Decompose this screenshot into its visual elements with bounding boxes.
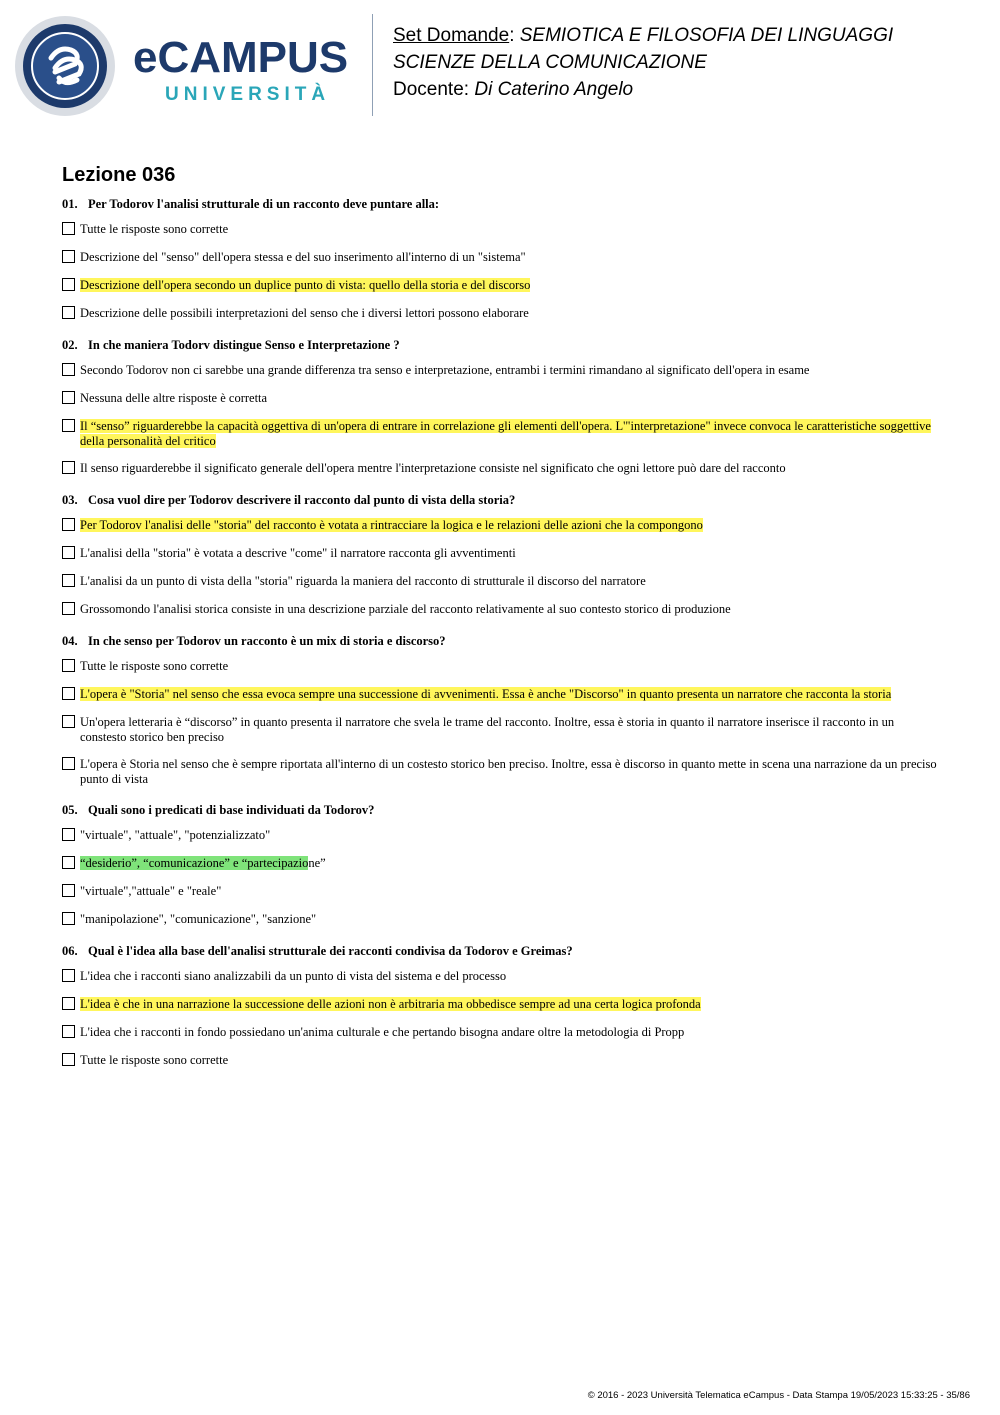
answer-option[interactable]: Secondo Todorov non ci sarebbe una grande differenza tra senso e interpretazione, entrambi i termini rimandano al significato dell'opera in esame <box>62 363 942 379</box>
checkbox[interactable] <box>62 518 75 531</box>
checkbox[interactable] <box>62 757 75 770</box>
checkbox[interactable] <box>62 363 75 376</box>
checkbox[interactable] <box>62 278 75 291</box>
answer-option[interactable]: Grossomondo l'analisi storica consiste in una descrizione parziale del racconto relativamente al suo contesto storico di produzione <box>62 602 942 618</box>
question-title: 03. Cosa vuol dire per Todorov descrivere il racconto dal punto di vista della storia? <box>62 493 516 507</box>
answer-option-highlighted[interactable]: L'idea è che in una narrazione la successione delle azioni non è arbitraria ma obbedisce sempre ad una certa logica profonda <box>62 997 942 1013</box>
checkbox[interactable] <box>62 715 75 728</box>
checkbox[interactable] <box>62 828 75 841</box>
question-block <box>62 802 942 928</box>
checkbox[interactable] <box>62 687 75 700</box>
set-label: Set Domande <box>393 25 510 46</box>
answer-option[interactable]: L'analisi della "storia" è votata a descrive "come" il narratore racconta gli avventimenti <box>62 546 942 562</box>
checkbox[interactable] <box>62 222 75 235</box>
question-block <box>62 337 942 477</box>
header-info: Set Domande: SEMIOTICA E FILOSOFIA DEI LINGUAGGI SCIENZE DELLA COMUNICAZIONE Docente: Di Caterino Angelo <box>393 25 894 100</box>
checkbox[interactable] <box>62 546 75 559</box>
answer-option[interactable]: Tutte le risposte sono corrette <box>62 1053 942 1069</box>
checkbox[interactable] <box>62 391 75 404</box>
checkbox[interactable] <box>62 912 75 925</box>
green-highlight: “desiderio”, “comunicazione” e “partecipazio <box>80 856 309 870</box>
lesson-title: Lezione 036 <box>62 164 176 186</box>
question-block <box>62 633 942 787</box>
answer-option-highlighted[interactable]: Il “senso” riguarderebbe la capacità oggettiva di un'opera di entrare in correlazione gli elementi dell'opera. L'"interpretazione" invece convoca le caratteristiche soggettive della personalità del critico <box>62 419 942 449</box>
checkbox[interactable] <box>62 997 75 1010</box>
checkbox[interactable] <box>62 419 75 432</box>
checkbox[interactable] <box>62 969 75 982</box>
teacher-label: Docente <box>393 79 464 100</box>
answer-option[interactable]: L'idea che i racconti siano analizzabili da un punto di vista del sistema e del processo <box>62 969 942 985</box>
answer-option[interactable]: Nessuna delle altre risposte è corretta <box>62 391 942 407</box>
answer-option[interactable]: L'analisi da un punto di vista della "storia" riguarda la maniera del racconto di strutturale il discorso del narratore <box>62 574 942 590</box>
checkbox[interactable] <box>62 1053 75 1066</box>
answer-option[interactable]: Tutte le risposte sono corrette <box>62 659 942 675</box>
page-header <box>0 0 1000 130</box>
answer-option[interactable]: "manipolazione", "comunicazione", "sanzione" <box>62 912 942 928</box>
brand-wordmark <box>133 33 358 116</box>
checkbox[interactable] <box>62 574 75 587</box>
question-title: 04. In che senso per Todorov un racconto è un mix di storia e discorso? <box>62 634 446 648</box>
checkbox[interactable] <box>62 659 75 672</box>
answer-option-highlighted[interactable]: Descrizione dell'opera secondo un duplice punto di vista: quello della storia e del discorso <box>62 278 942 294</box>
quiz-content <box>62 162 942 1084</box>
answer-option[interactable]: "virtuale","attuale" e "reale" <box>62 884 942 900</box>
answer-option-highlighted[interactable]: L'opera è "Storia" nel senso che essa evoca sempre una successione di avvenimenti. Essa è anche "Discorso" in quanto presenta un narratore che racconta la storia <box>62 687 942 703</box>
question-title: 01. Per Todorov l'analisi strutturale di un racconto deve puntare alla: <box>62 197 440 211</box>
page-footer: © 2016 - 2023 Università Telematica eCampus - Data Stampa 19/05/2023 15:33:25 - 35/86 <box>587 1390 970 1401</box>
question-block <box>62 943 942 1069</box>
answer-option[interactable]: "virtuale", "attuale", "potenzializzato" <box>62 828 942 844</box>
checkbox[interactable] <box>62 884 75 897</box>
teacher-name: Di Caterino Angelo <box>474 79 634 100</box>
ecampus-logo-icon <box>15 16 115 116</box>
answer-option-highlighted[interactable]: Per Todorov l'analisi delle "storia" del racconto è votata a rintracciare la logica e le relazioni delle azioni che la compongono <box>62 518 942 534</box>
header-divider <box>372 14 373 116</box>
checkbox[interactable] <box>62 250 75 263</box>
question-title: 06. Qual è l'idea alla base dell'analisi strutturale dei racconti condivisa da Todorov e Greimas? <box>62 944 573 958</box>
checkbox[interactable] <box>62 1025 75 1038</box>
answer-option-highlighted[interactable]: “desiderio”, “comunicazione” e “partecipazione” <box>62 856 942 872</box>
set-title: SEMIOTICA E FILOSOFIA DEI LINGUAGGI <box>519 25 894 46</box>
answer-option[interactable]: L'idea che i racconti in fondo possiedano un'anima culturale e che pertando bisogna andare oltre la metodologia di Propp <box>62 1025 942 1041</box>
question-title: 05. Quali sono i predicati di base individuati da Todorov? <box>62 803 375 817</box>
brand-name: eCAMPUS <box>133 33 349 82</box>
checkbox[interactable] <box>62 856 75 869</box>
answer-option[interactable]: Un'opera letteraria è “discorso” in quanto presenta il narratore che svela le trame del racconto. Inoltre, essa è storia in quanto il narratore inserisce il racconto in un constesto storico ben preciso <box>62 715 942 745</box>
question-block <box>62 492 942 618</box>
question-block <box>62 196 942 322</box>
answer-option[interactable]: Descrizione delle possibili interpretazioni del senso che i diversi lettori possono elaborare <box>62 306 942 322</box>
answer-option[interactable]: Il senso riguarderebbe il significato generale dell'opera mentre l'interpretazione consiste nel significato che ogni lettore può dare del racconto <box>62 461 942 477</box>
answer-option[interactable]: Descrizione del "senso" dell'opera stessa e del suo inserimento all'interno di un "sistema" <box>62 250 942 266</box>
answer-option[interactable]: L'opera è Storia nel senso che è sempre riportata all'interno di un costesto storico ben preciso. Inoltre, essa è discorso in quanto mette in scena una narrazione da un preciso punto di vista <box>62 757 942 787</box>
answer-option[interactable]: Tutte le risposte sono corrette <box>62 222 942 238</box>
course-name: SCIENZE DELLA COMUNICAZIONE <box>393 52 707 73</box>
question-title: 02. In che maniera Todorv distingue Senso e Interpretazione ? <box>62 338 400 352</box>
checkbox[interactable] <box>62 461 75 474</box>
checkbox[interactable] <box>62 306 75 319</box>
checkbox[interactable] <box>62 602 75 615</box>
brand-sub: UNIVERSITÀ <box>165 84 331 105</box>
